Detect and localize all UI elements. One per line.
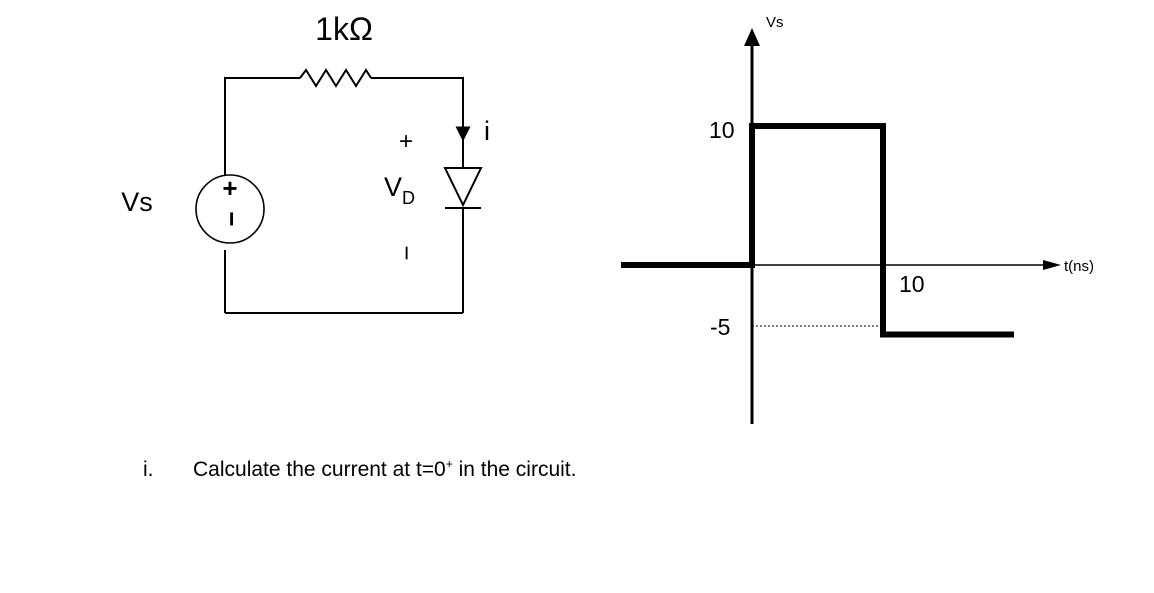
superscript-plus: + (445, 457, 453, 471)
y-axis-arrowhead (744, 28, 760, 46)
vs-waveform-graph (621, 14, 1094, 424)
resistor-label: 1kΩ (315, 11, 373, 47)
diode-minus-label: − (392, 245, 422, 261)
question-line (143, 458, 576, 482)
x-axis-arrowhead (1043, 260, 1061, 270)
diode-symbol (445, 168, 481, 205)
current-label: i (484, 116, 490, 146)
wire-top-right (371, 78, 463, 168)
x-tick-label-10: 10 (899, 271, 925, 297)
question-number: i. (143, 458, 154, 481)
circuit-diagram (121, 11, 490, 313)
y-tick-label-neg5: -5 (710, 314, 731, 340)
y-tick-label-10: 10 (709, 117, 735, 143)
question-text: Calculate the current at t=0+ in the circuit. (193, 457, 577, 481)
source-plus-sign: + (222, 173, 238, 203)
diode-plus-label: + (398, 128, 414, 155)
y-axis-label: Vs (766, 14, 784, 31)
source-minus-sign: − (217, 211, 247, 227)
source-label: Vs (121, 187, 153, 217)
diode-voltage-label: $V_D$ (384, 172, 416, 208)
resistor-zigzag (300, 70, 371, 86)
waveform-line (621, 126, 1014, 335)
x-axis-label: t(ns) (1064, 258, 1094, 275)
